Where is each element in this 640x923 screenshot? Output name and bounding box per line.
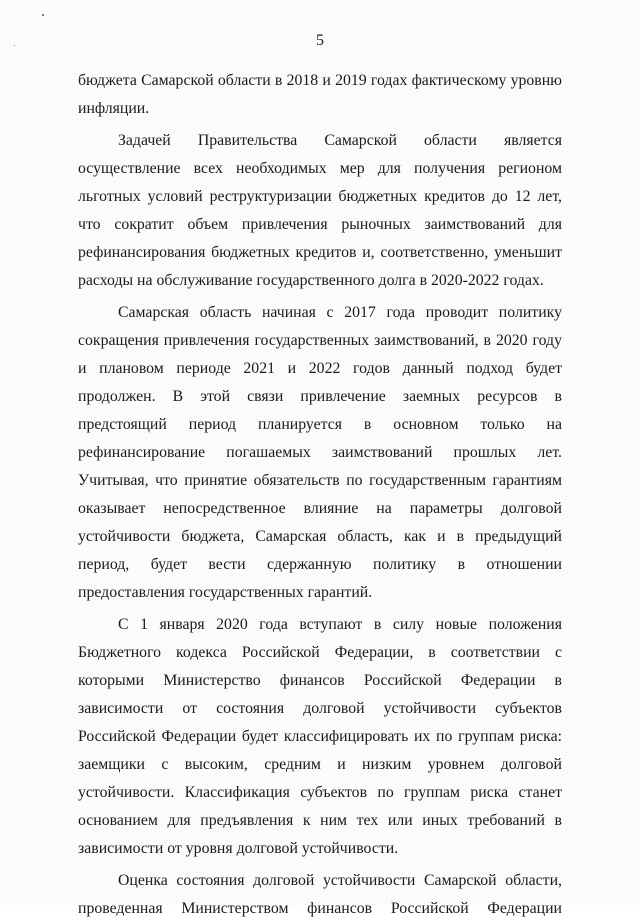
- paragraph-4: С 1 января 2020 года вступают в силу новые положения Бюджетного кодекса Российской Федерации, в соответствии с которыми Министерство финансов Российской Федерации в зависимости от состояния долговой устойчивости субъектов Российской Федерации будет классифицировать их по группам риска: заемщики с высоким, средним и низким уровнем долговой устойчивости. Классификация субъектов по группам риска станет основанием для предъявления к ним тех или иных требований в зависимости от уровня долговой устойчивости.: [78, 616, 562, 857]
- paragraph-5: Оценка состояния долговой устойчивости Самарской области, проведенная Министерством финансов Российской Федерации: [78, 872, 562, 917]
- page-number: 5: [316, 32, 324, 49]
- paragraph-3: Самарская область начиная с 2017 года проводит политику сокращения привлечения государственных заимствований, в 2020 году и плановом периоде 2021 и 2022 годов данный подход будет продолжен. В этой связи привлечение заемных ресурсов в предстоящий период планируется в основном только на рефинансирование погашаемых заимствований прошлых лет. Учитывая, что принятие обязательств по государственным гарантиям оказывает непосредственное влияние на параметры долговой устойчивости бюджета, Самарская область, как и в предыдущий период, будет вести сдержанную политику в отношении предоставления государственных гарантий.: [78, 304, 562, 601]
- paragraph-1: бюджета Самарской области в 2018 и 2019 годах фактическому уровню инфляции.: [78, 72, 562, 117]
- scan-speck: [42, 14, 44, 16]
- paragraph-2: Задачей Правительства Самарской области является осуществление всех необходимых мер для получения регионом льготных условий реструктуризации бюджетных кредитов до 12 лет, что сократит объем привлечения рыночных заимствований для рефинансирования бюджетных кредитов и, соответственно, уменьшит расходы на обслуживание государственного долга в 2020-2022 годах.: [78, 132, 562, 289]
- document-body: [78, 67, 562, 923]
